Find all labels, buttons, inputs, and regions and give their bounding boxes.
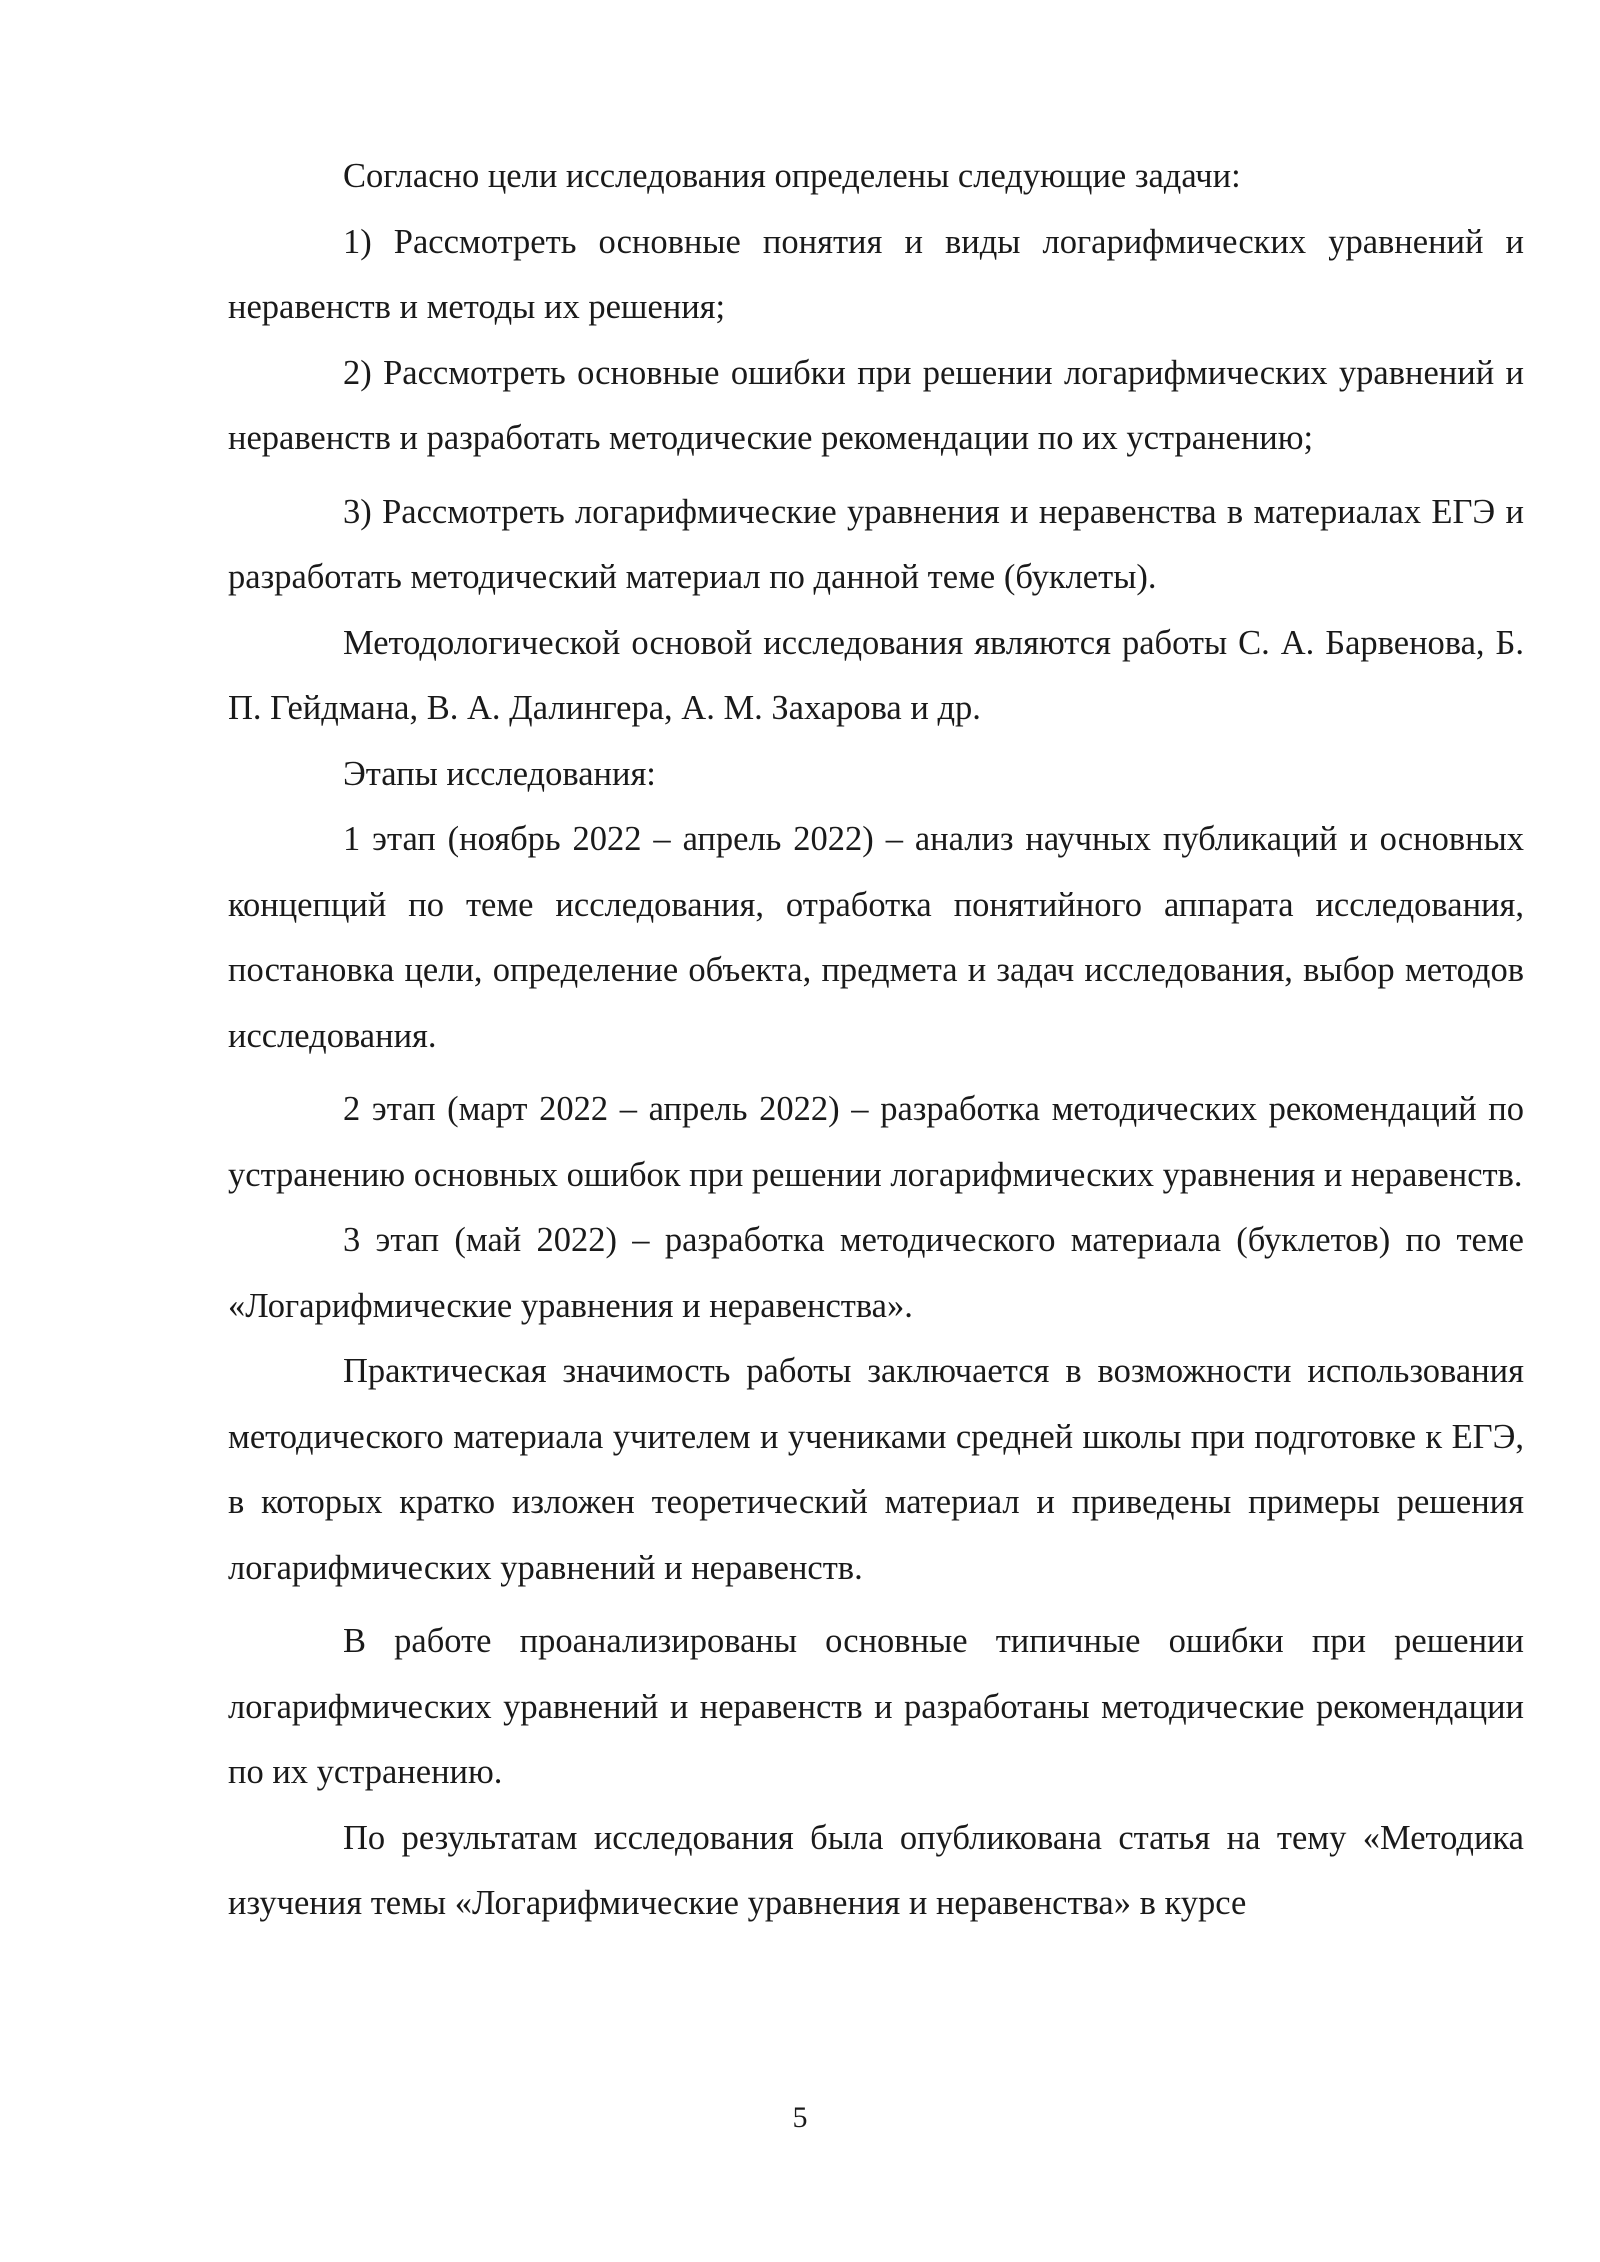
paragraph-stages-heading: Этапы исследования: [343, 754, 656, 793]
paragraph-task-1: 1) Рассмотреть основные понятия и виды логарифмических уравнений и неравенств и методы их решения; [228, 222, 1524, 326]
paragraph-methodology: Методологической основой исследования являются работы С. А. Барвенова, Б. П. Гейдмана, В. А. Далингера, А. М. Захарова и др. [228, 623, 1524, 727]
paragraph-stage-3: 3 этап (май 2022) – разработка методического материала (буклетов) по теме «Логарифмические уравнения и неравенства». [228, 1221, 1524, 1325]
paragraph-tasks-intro: Согласно цели исследования определены следующие задачи: [343, 157, 1241, 195]
paragraph-stage-1: 1 этап (ноябрь 2022 – апрель 2022) – анализ научных публикаций и основных концепций по теме исследования, отработка понятийного аппарата исследования, постановка цели, определение объекта, предмета и задач исследования, выбор методов исследования. [228, 820, 1524, 1055]
paragraph-task-3: 3) Рассмотреть логарифмические уравнения и неравенства в материалах ЕГЭ и разработать методический материал по данной теме (буклеты). [228, 492, 1524, 596]
page-number: 5 [792, 2101, 808, 2134]
paragraph-task-2: 2) Рассмотреть основные ошибки при решении логарифмических уравнений и неравенств и разработать методические рекомендации по их устранению; [228, 353, 1524, 457]
body-text [228, 144, 1524, 1937]
paragraph-errors-analysis: В работе проанализированы основные типичные ошибки при решении логарифмических уравнений и неравенств и разработаны методические рекомендации по их устранению. [228, 1622, 1524, 1791]
paragraph-stage-2: 2 этап (март 2022 – апрель 2022) – разработка методических рекомендаций по устранению основных ошибок при решении логарифмических уравнения и неравенств. [228, 1090, 1524, 1194]
paragraph-publication: По результатам исследования была опубликована статья на тему «Методика изучения темы «Логарифмические уравнения и неравенства» в курсе [228, 1818, 1524, 1922]
paragraph-practical-significance: Практическая значимость работы заключается в возможности использования методического материала учителем и учениками средней школы при подготовке к ЕГЭ, в которых кратко изложен теоретический материал и приведены примеры решения логарифмических уравнений и неравенств. [228, 1352, 1524, 1587]
